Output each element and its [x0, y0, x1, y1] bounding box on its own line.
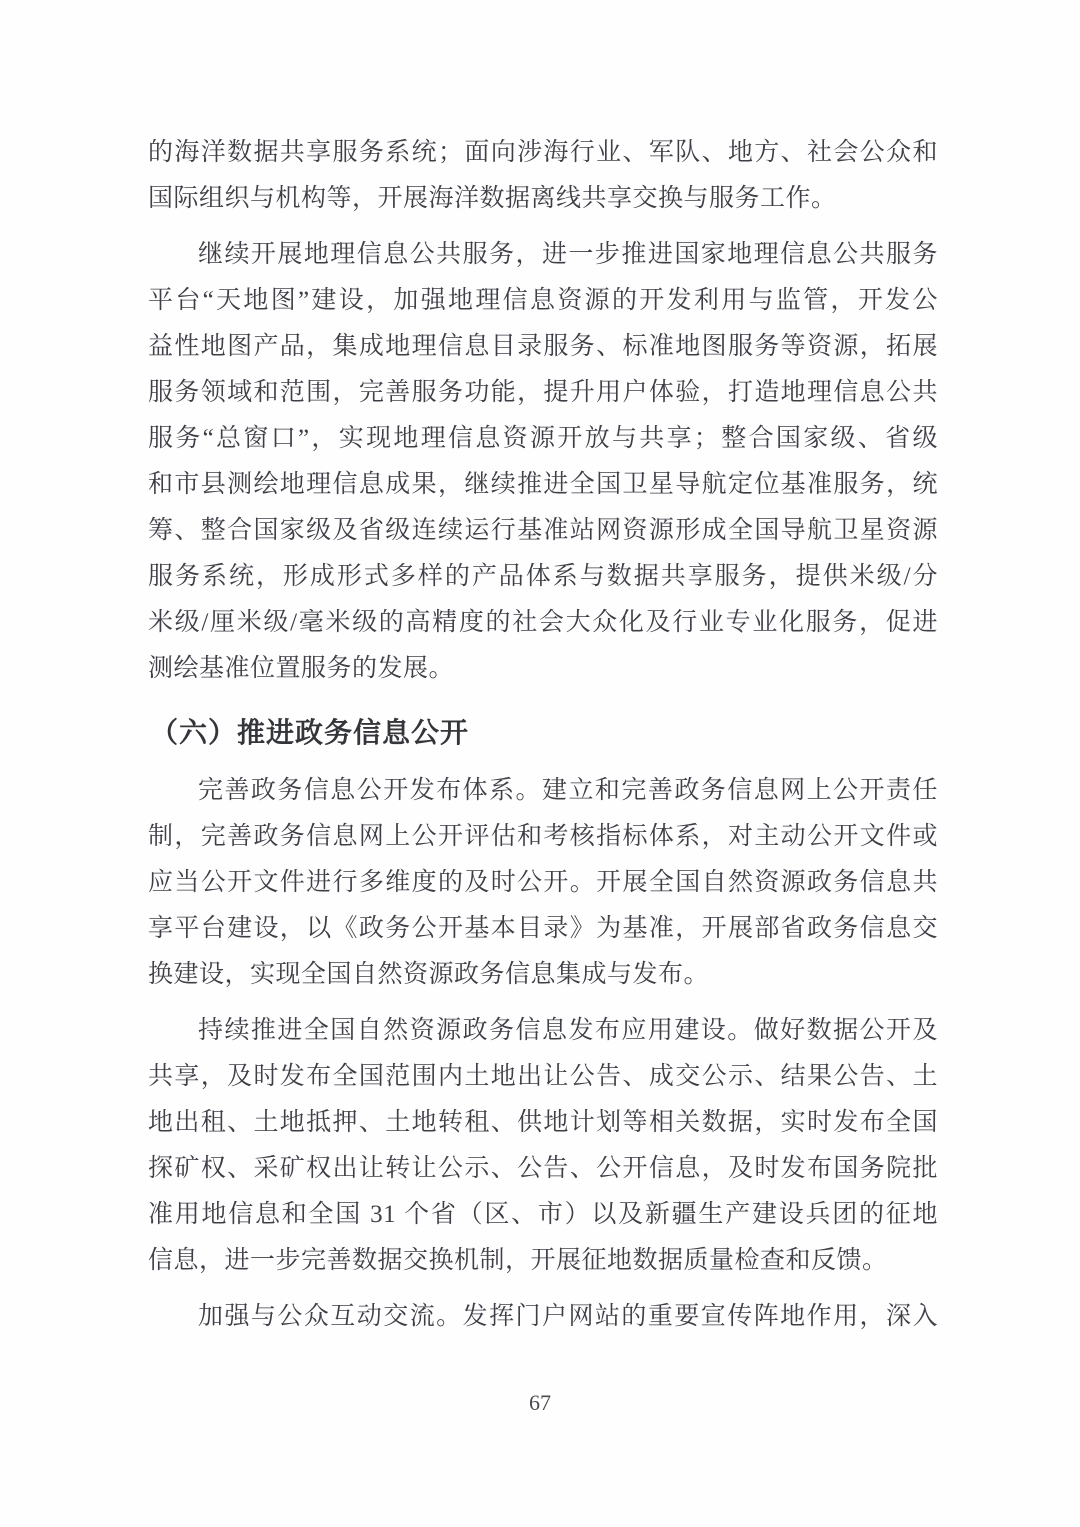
text-line: 地出租、土地抵押、土地转租、供地计划等相关数据，实时发布全国: [148, 1109, 938, 1136]
section-heading: （六）推进政务信息公开: [150, 717, 470, 748]
text-line: 服务“总窗口”，实现地理信息资源开放与共享；整合国家级、省级: [148, 425, 938, 452]
text-line: 享平台建设，以《政务公开基本目录》为基准，开展部省政务信息交: [148, 915, 938, 942]
text-line: 探矿权、采矿权出让转让公示、公告、公开信息，及时发布国务院批: [148, 1155, 938, 1182]
text-line: 共享，及时发布全国范围内土地出让公告、成交公示、结果公告、土: [148, 1063, 938, 1090]
paragraph: [148, 130, 938, 222]
text-content: [148, 130, 938, 1350]
text-line: 准用地信息和全国 31 个省（区、市）以及新疆生产建设兵团的征地: [148, 1201, 938, 1228]
text-line: 信息，进一步完善数据交换机制，开展征地数据质量检查和反馈。: [148, 1247, 888, 1274]
text-line: 和市县测绘地理信息成果，继续推进全国卫星导航定位基准服务，统: [148, 471, 938, 498]
paragraph: [148, 1294, 938, 1340]
text-line: 服务系统，形成形式多样的产品体系与数据共享服务，提供米级/分: [148, 563, 938, 590]
text-line: 米级/厘米级/毫米级的高精度的社会大众化及行业专业化服务，促进: [148, 609, 938, 636]
text-line: 持续推进全国自然资源政务信息发布应用建设。做好数据公开及: [198, 1017, 938, 1044]
page-number: 67: [529, 1390, 551, 1415]
text-line: 测绘基准位置服务的发展。: [148, 655, 455, 682]
text-line: 继续开展地理信息公共服务，进一步推进国家地理信息公共服务: [198, 241, 938, 268]
paragraph: [148, 232, 938, 692]
text-line: 的海洋数据共享服务系统；面向涉海行业、军队、地方、社会公众和: [148, 139, 938, 166]
text-line: 筹、整合国家级及省级连续运行基准站网资源形成全国导航卫星资源: [148, 517, 938, 544]
text-line: 服务领域和范围，完善服务功能，提升用户体验，打造地理信息公共: [148, 379, 938, 406]
text-line: 应当公开文件进行多维度的及时公开。开展全国自然资源政务信息共: [148, 869, 938, 896]
paragraph: [148, 1008, 938, 1284]
text-line: 平台“天地图”建设，加强地理信息资源的开发利用与监管，开发公: [148, 287, 938, 314]
paragraph: [148, 768, 938, 998]
text-line: 国际组织与机构等，开展海洋数据离线共享交换与服务工作。: [148, 185, 837, 212]
text-line: 制，完善政务信息网上公开评估和考核指标体系，对主动公开文件或: [148, 823, 938, 850]
text-line: 完善政务信息公开发布体系。建立和完善政务信息网上公开责任: [198, 777, 938, 804]
text-line: 换建设，实现全国自然资源政务信息集成与发布。: [148, 961, 710, 988]
text-line: 益性地图产品，集成地理信息目录服务、标准地图服务等资源，拓展: [148, 333, 938, 360]
text-line: 加强与公众互动交流。发挥门户网站的重要宣传阵地作用，深入: [198, 1303, 938, 1330]
